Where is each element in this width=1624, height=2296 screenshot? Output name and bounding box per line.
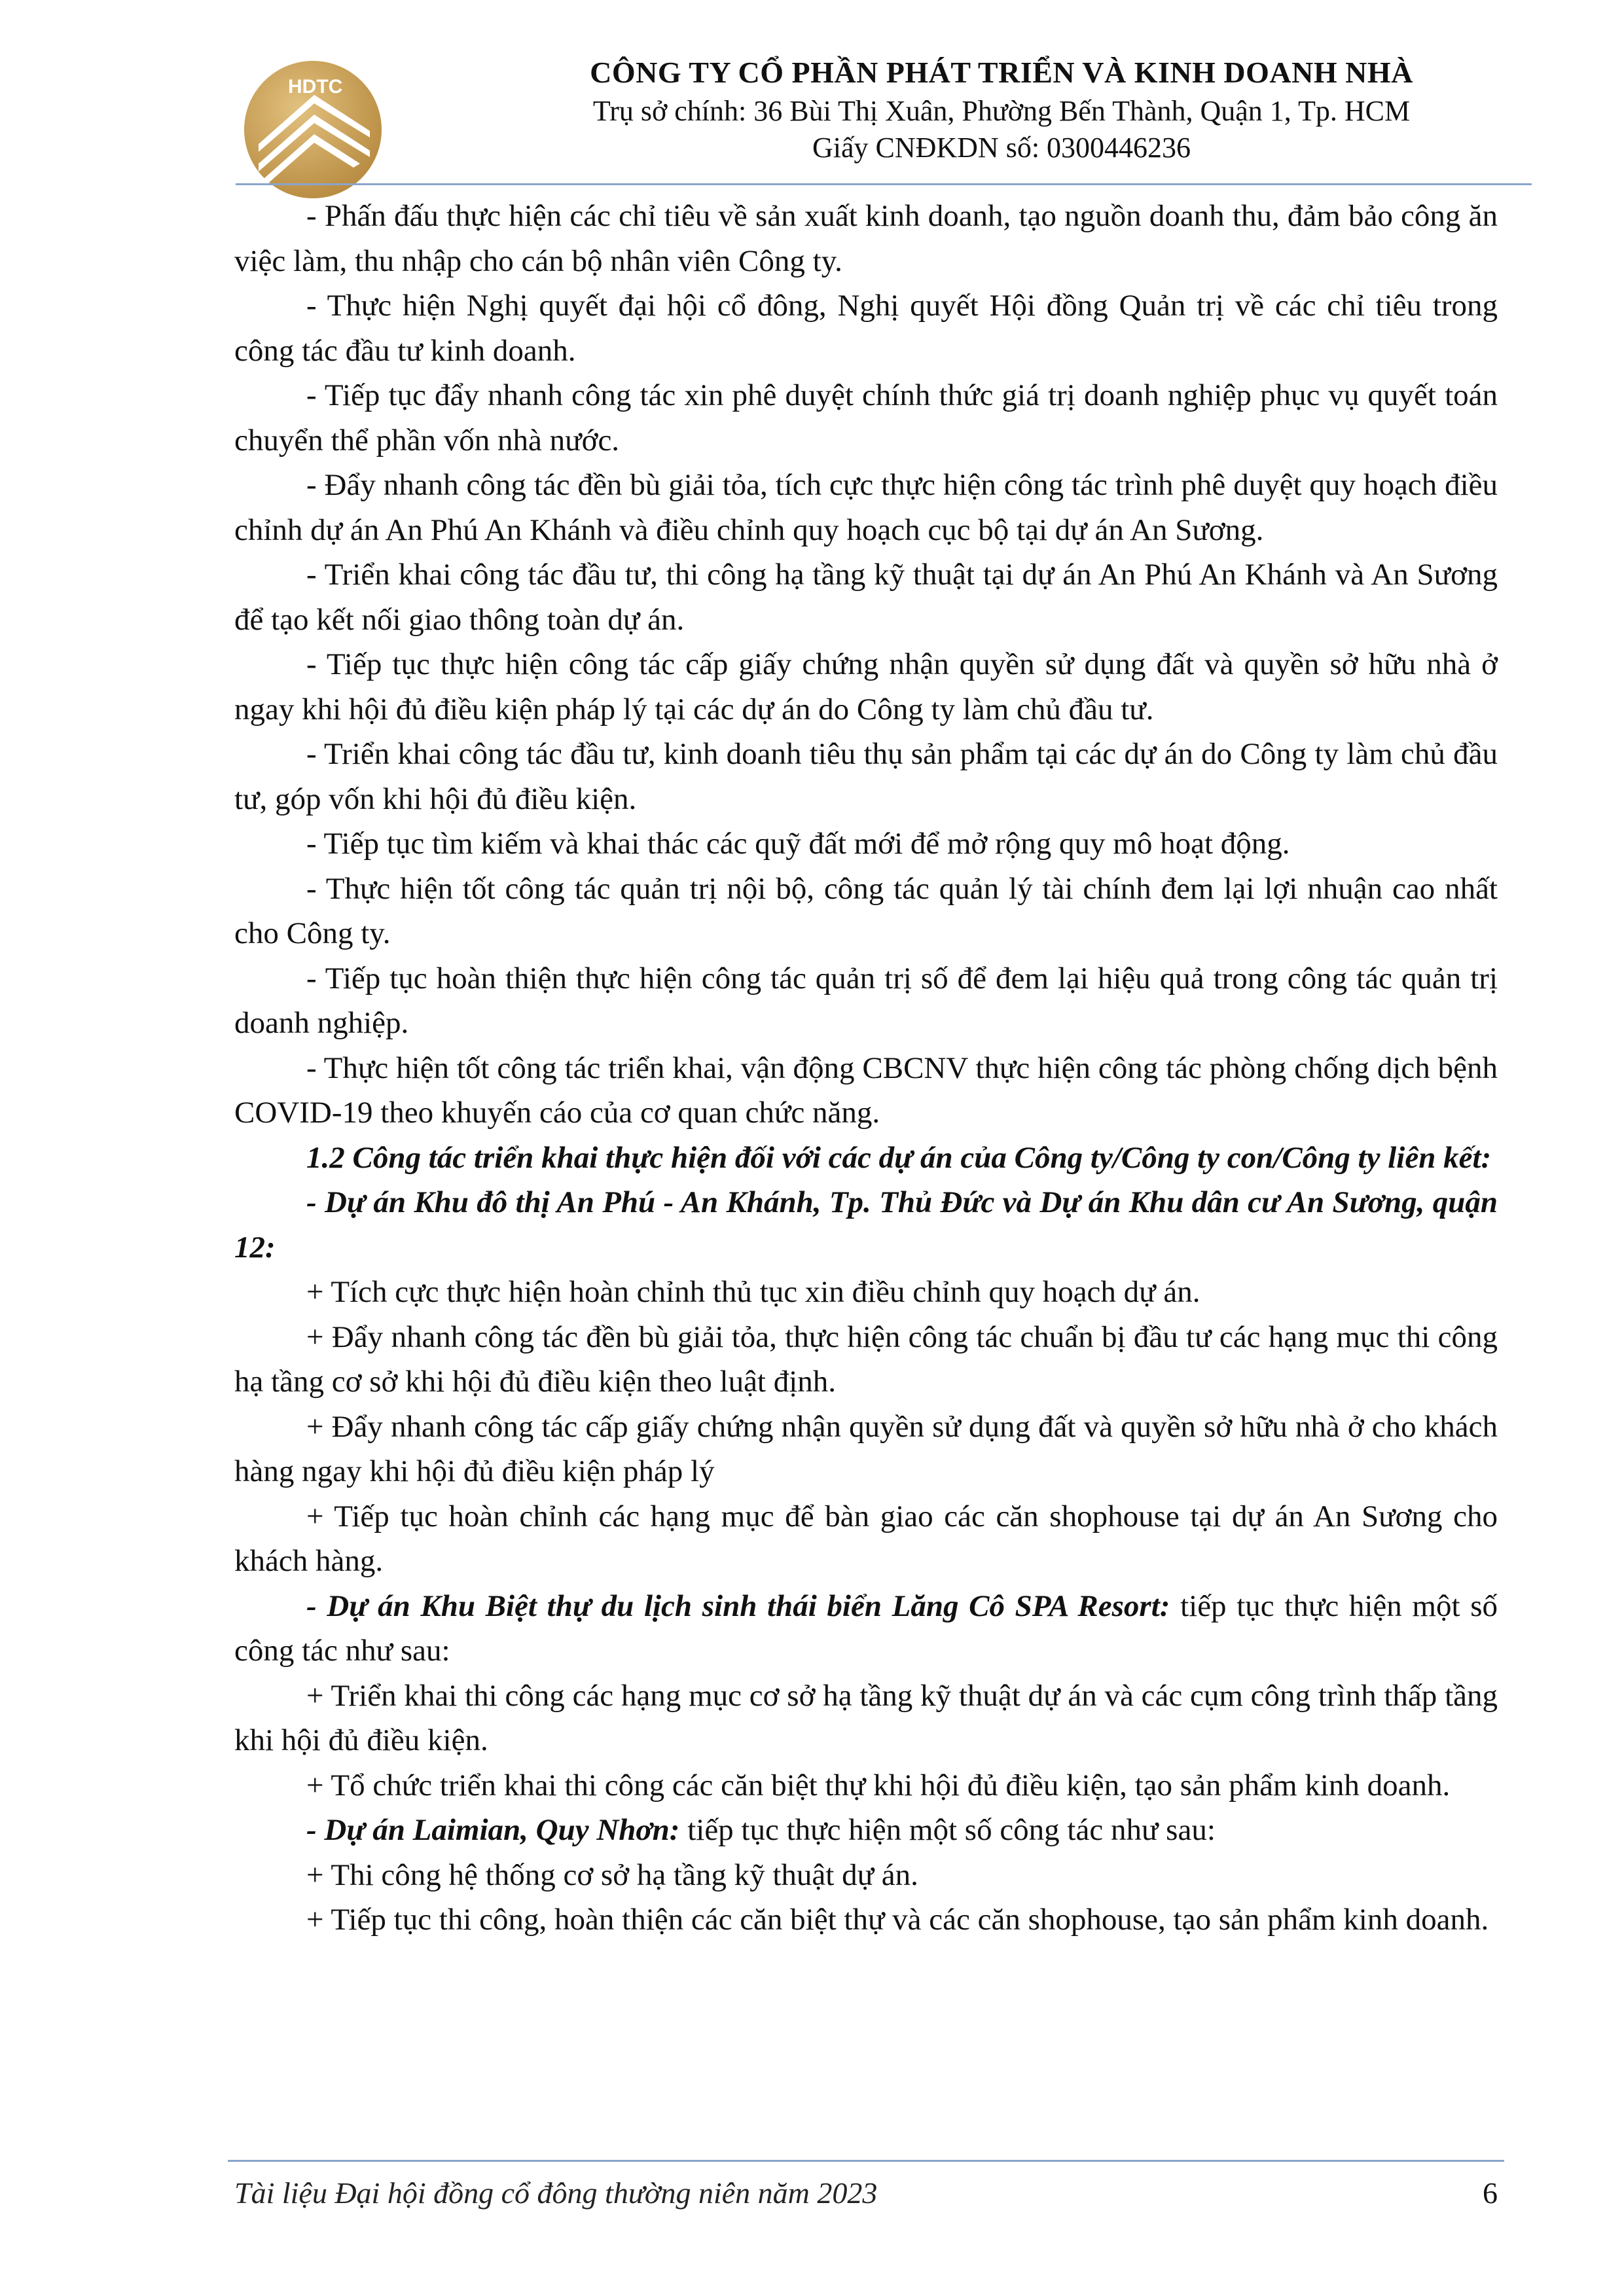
list-item: + Triển khai thi công các hạng mục cơ sở hạ tầng kỹ thuật dự án và các cụm công trình thấp tầng khi hội đủ điều kiện. <box>234 1678 1498 1757</box>
project-title: - Dự án Khu Biệt thự du lịch sinh thái biển Lăng Cô SPA Resort: <box>306 1588 1170 1623</box>
project-description: tiếp tục thực hiện một số công tác như sau: <box>234 1588 1498 1668</box>
company-address: Trụ sở chính: 36 Bùi Thị Xuân, Phường Bến Thành, Quận 1, Tp. HCM <box>592 95 1411 127</box>
paragraph: - Đẩy nhanh công tác đền bù giải tỏa, tích cực thực hiện công tác trình phê duyệt quy hoạch điều chỉnh dự án An Phú An Khánh và điều chỉnh quy hoạch cục bộ tại dự án An Sương. <box>234 468 1498 547</box>
list-item: + Đẩy nhanh công tác cấp giấy chứng nhận quyền sử dụng đất và quyền sở hữu nhà ở cho khách hàng ngay khi hội đủ điều kiện pháp lý <box>234 1409 1498 1488</box>
paragraph: - Thực hiện tốt công tác quản trị nội bộ, công tác quản lý tài chính đem lại lợi nhuận cao nhất cho Công ty. <box>234 871 1498 950</box>
company-name: CÔNG TY CỔ PHẦN PHÁT TRIỂN VÀ KINH DOANH NHÀ <box>590 56 1413 89</box>
paragraph: - Thực hiện tốt công tác triển khai, vận động CBCNV thực hiện công tác phòng chống dịch bệnh COVID-19 theo khuyến cáo của cơ quan chức năng. <box>234 1050 1498 1130</box>
paragraph: - Triển khai công tác đầu tư, kinh doanh tiêu thụ sản phẩm tại các dự án do Công ty làm chủ đầu tư, góp vốn khi hội đủ điều kiện. <box>234 737 1498 816</box>
project-paragraph <box>234 1584 1498 1674</box>
list-item: + Tiếp tục thi công, hoàn thiện các căn biệt thự và các căn shophouse, tạo sản phẩm kinh doanh. <box>306 1903 1489 1937</box>
list-item: + Tích cực thực hiện hoàn chỉnh thủ tục xin điều chỉnh quy hoạch dự án. <box>306 1275 1200 1309</box>
project-description: tiếp tục thực hiện một số công tác như sau: <box>679 1813 1216 1847</box>
header-divider <box>236 183 1532 185</box>
paragraph: - Tiếp tục đẩy nhanh công tác xin phê duyệt chính thức giá trị doanh nghiệp phục vụ quyết toán chuyển thể phần vốn nhà nước. <box>234 378 1498 457</box>
list-item: + Đẩy nhanh công tác đền bù giải tỏa, thực hiện công tác chuẩn bị đầu tư các hạng mục thi công hạ tầng cơ sở khi hội đủ điều kiện theo luật định. <box>234 1319 1498 1399</box>
paragraph: - Thực hiện Nghị quyết đại hội cổ đông, Nghị quyết Hội đồng Quản trị về các chỉ tiêu trong công tác đầu tư kinh doanh. <box>234 289 1498 368</box>
list-item: + Tổ chức triển khai thi công các căn biệt thự khi hội đủ điều kiện, tạo sản phẩm kinh doanh. <box>306 1768 1451 1803</box>
project-heading: - Dự án Khu đô thị An Phú - An Khánh, Tp. Thủ Đức và Dự án Khu dân cư An Sương, quận 12: <box>234 1185 1498 1265</box>
business-license: Giấy CNĐKDN số: 0300446236 <box>812 132 1191 164</box>
page-number: 6 <box>1483 2176 1498 2210</box>
section-heading: 1.2 Công tác triển khai thực hiện đối với các dự án của Công ty/Công ty con/Công ty liên kết: <box>306 1140 1492 1175</box>
company-logo <box>236 52 386 203</box>
page-header <box>236 52 1532 183</box>
paragraph: - Tiếp tục thực hiện công tác cấp giấy chứng nhận quyền sử dụng đất và quyền sở hữu nhà ở ngay khi hội đủ điều kiện pháp lý tại các dự án do Công ty làm chủ đầu tư. <box>234 647 1498 726</box>
footer-divider <box>228 2160 1504 2162</box>
document-body <box>234 194 1498 1943</box>
footer-document-title: Tài liệu Đại hội đồng cổ đông thường niên năm 2023 <box>234 2176 878 2210</box>
project-paragraph <box>234 1808 1498 1853</box>
paragraph: - Tiếp tục tìm kiếm và khai thác các quỹ đất mới để mở rộng quy mô hoạt động. <box>306 827 1290 861</box>
logo-text: HDTC <box>288 76 343 98</box>
list-item: + Thi công hệ thống cơ sở hạ tầng kỹ thuật dự án. <box>306 1857 918 1892</box>
paragraph: - Phấn đấu thực hiện các chỉ tiêu về sản xuất kinh doanh, tạo nguồn doanh thu, đảm bảo công ăn việc làm, thu nhập cho cán bộ nhân viên Công ty. <box>234 199 1498 278</box>
page-footer <box>234 2170 1498 2216</box>
paragraph: - Tiếp tục hoàn thiện thực hiện công tác quản trị số để đem lại hiệu quả trong công tác quản trị doanh nghiệp. <box>234 961 1498 1040</box>
project-title: - Dự án Laimian, Quy Nhơn: <box>306 1813 680 1847</box>
list-item: + Tiếp tục hoàn chỉnh các hạng mục để bàn giao các căn shophouse tại dự án An Sương cho khách hàng. <box>234 1499 1498 1578</box>
company-info <box>478 52 1525 166</box>
paragraph: - Triển khai công tác đầu tư, thi công hạ tầng kỹ thuật tại dự án An Phú An Khánh và An Sương để tạo kết nối giao thông toàn dự án. <box>234 558 1498 637</box>
